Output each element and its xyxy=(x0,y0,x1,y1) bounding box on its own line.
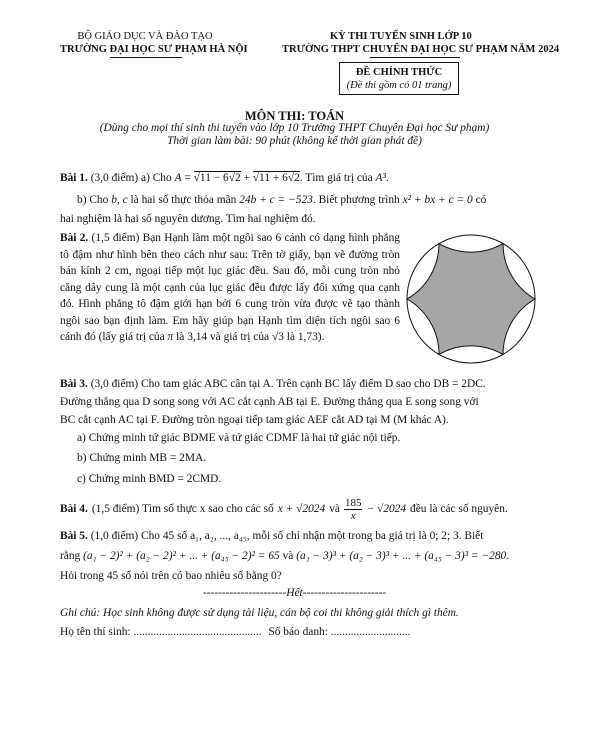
problem-1-a: Bài 1. (3,0 điểm) a) Cho A = √11 − 6√2 + √11 + 6√2. Tìm giá trị của A³. xyxy=(60,172,389,184)
official-title: ĐỀ CHÍNH THỨC xyxy=(355,67,443,78)
university-name: TRƯỜNG ĐẠI HỌC SƯ PHẠM HÀ NỘI xyxy=(60,44,248,55)
problem-3-a: a) Chứng minh tứ giác BDME và tứ giác CDMF là hai tứ giác nội tiếp. xyxy=(77,432,401,444)
problem-1-b: b) Cho b, c là hai số thực thỏa mãn 24b + c = −523. Biết phương trình x² + bx + c = 0 có xyxy=(77,194,487,206)
official-note: (Đề thi gồm có 01 trang) xyxy=(346,80,452,91)
candidate-name-field: Họ tên thí sinh: ............................................. xyxy=(60,626,262,638)
star-group xyxy=(407,235,535,363)
problem-2-label: Bài 2. xyxy=(60,232,89,244)
problem-4-fraction: 185 x xyxy=(344,497,362,522)
problem-1-b-line2: hai nghiệm là hai số nguyên dương. Tìm hai nghiệm đó. xyxy=(60,213,316,225)
problem-5-line1: Bài 5. (1,0 điểm) Cho 45 số a₁, a₂, ..., a₄₅, mỗi số chỉ nhận một trong ba giá trị là 0; 2; 3. Biết xyxy=(60,530,484,542)
end-marker: ----------------------Hết---------------------- xyxy=(202,587,387,599)
problem-3-line2: Đường thẳng qua D song song với AC cắt cạnh AB tại E. Đường thẳng qua E song song với xyxy=(60,396,479,408)
problem-3-b: b) Chứng minh MB = 2MA. xyxy=(77,452,207,464)
problem-3-line3: BC cắt cạnh AC tại F. Đường tròn ngoại tiếp tam giác AEF cắt AD tại M (M khác A). xyxy=(60,414,449,426)
problem-4: Bài 4. (1,5 điểm) Tìm số thực x sao cho các số x + √2024 và 185 x − √2024 đều là các số nguyên. xyxy=(60,497,508,522)
ministry-name: BỘ GIÁO DỤC VÀ ĐÀO TẠO xyxy=(77,31,213,42)
subject-title: MÔN THI: TOÁN xyxy=(244,109,345,123)
star-figure xyxy=(403,231,539,367)
candidate-number-field: Số báo danh: ............................ xyxy=(268,626,411,638)
problem-3-line1: Bài 3. (3,0 điểm) Cho tam giác ABC cân tại A. Trên cạnh BC lấy điểm D sao cho DB = 2DC. xyxy=(60,378,486,390)
problem-1-sqrt-1: √11 − 6√2 xyxy=(193,172,241,184)
footer-fields xyxy=(60,624,530,641)
problem-5-line3: Hỏi trong 45 số nói trên có bao nhiêu số bằng 0? xyxy=(60,570,282,582)
problem-5-line2: rằng (a₁ − 2)² + (a₂ − 2)² + ... + (a₄₅ − 2)² = 65 và (a₁ − 3)³ + (a₂ − 3)³ + ... + (a₄₅ − 3)³ = −280. xyxy=(60,550,510,562)
subject-time: Thời gian làm bài: 90 phút (không kể thời gian phát đề) xyxy=(167,135,422,147)
star-shape xyxy=(407,244,535,355)
school-underline xyxy=(370,57,460,58)
footer-note: Ghi chú: Học sinh không được sử dụng tài liệu, cán bộ coi thi không giải thích gì thêm. xyxy=(60,607,459,619)
problem-2: Bài 2. (1,5 điểm) Bạn Hạnh làm một ngôi sao 6 cánh có dạng hình phẳng tô đậm như hình bên theo cách như sau: Trên tờ giấy, bạn vẽ đường tròn bán kính 2 cm, ngoại tiếp một lục giác đều. Sau đó, mỗi cung tròn nhỏ căng dây cung là một cạnh của lục giác đều được lấy đối xứng qua cạnh đó. Hình phẳng tô đậm giới hạn bởi 6 cung tròn vừa được vẽ tạo thành ngôi sao bạn định làm. Em hãy giúp bạn Hạnh tìm diện tích ngôi sao 6 cánh đó (lấy giá trị của π là 3,14 và giá trị của √3 là 1,73). xyxy=(60,232,400,343)
subject-note: (Dùng cho mọi thí sinh thi tuyển vào lớp 10 Trường THPT Chuyên Đại học Sư phạm) xyxy=(99,122,490,134)
exam-name: KỲ THI TUYỂN SINH LỚP 10 xyxy=(330,31,472,42)
problem-1-sqrt-2: √11 + 6√2 xyxy=(252,172,300,184)
problem-1-var: A xyxy=(174,172,182,184)
university-underline xyxy=(110,57,182,58)
problem-1-target: A³ xyxy=(375,172,386,184)
problem-1-label: Bài 1. xyxy=(60,172,88,184)
school-name: TRƯỜNG THPT CHUYÊN ĐẠI HỌC SƯ PHẠM NĂM 2024 xyxy=(282,44,560,55)
problem-3-c: c) Chứng minh BMD = 2CMD. xyxy=(77,473,222,485)
official-box xyxy=(339,62,459,95)
problem-1-text: (3,0 điểm) a) Cho xyxy=(90,172,172,184)
